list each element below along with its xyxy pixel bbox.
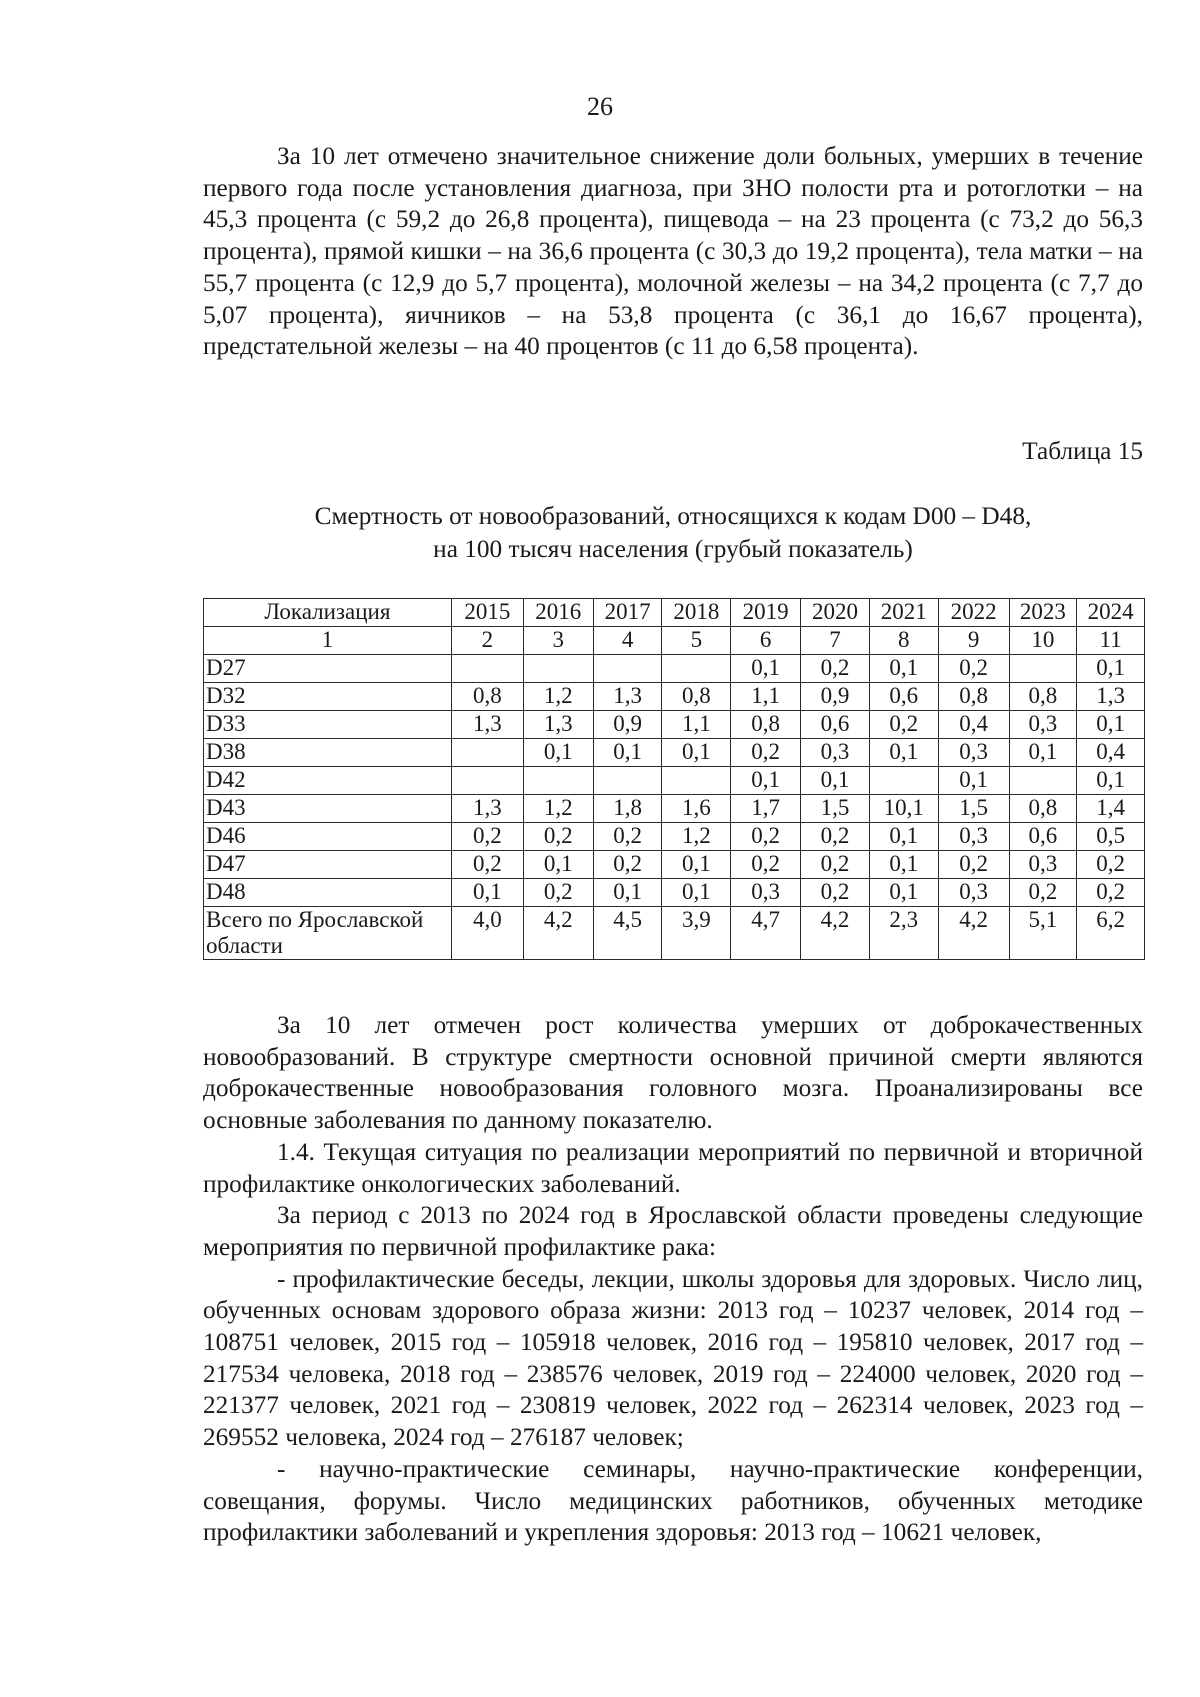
table-cell: 0,2	[801, 655, 870, 683]
table-cell: 0,2	[593, 823, 662, 851]
table-cell: 0,3	[938, 739, 1009, 767]
table-cell	[593, 767, 662, 795]
column-header: 2019	[731, 599, 801, 627]
table-cell	[451, 767, 523, 795]
table-cell: 0,9	[801, 683, 870, 711]
column-header: 2016	[523, 599, 593, 627]
table-cell: 0,1	[662, 851, 731, 879]
table-cell: 0,1	[869, 655, 938, 683]
table-cell: 0,2	[731, 851, 801, 879]
column-index: 10	[1009, 627, 1077, 655]
table-cell: 0,6	[869, 683, 938, 711]
table-cell: 1,7	[731, 795, 801, 823]
table-cell: 1,3	[451, 711, 523, 739]
column-index-row	[204, 627, 1145, 655]
row-label: D27	[204, 655, 452, 683]
table-cell	[451, 655, 523, 683]
table-cell: 0,1	[938, 767, 1009, 795]
row-label: D48	[204, 879, 452, 907]
column-index: 3	[523, 627, 593, 655]
table-cell: 0,3	[731, 879, 801, 907]
table-cell: 0,1	[869, 739, 938, 767]
column-index: 1	[204, 627, 452, 655]
table-row	[204, 851, 1145, 879]
table-cell: 0,1	[1077, 655, 1145, 683]
table-cell: 10,1	[869, 795, 938, 823]
column-index: 8	[869, 627, 938, 655]
paragraph-period-intro: За период с 2013 по 2024 год в Ярославской области проведены следующие мероприятия по первичной профилактике рака:	[203, 1201, 1143, 1261]
table-cell	[1009, 767, 1077, 795]
paragraph-section-heading: 1.4. Текущая ситуация по реализации мероприятий по первичной и вторичной профилактике онкологических заболеваний.	[203, 1137, 1143, 1198]
row-label: D43	[204, 795, 452, 823]
mortality-table	[203, 598, 1145, 960]
table-cell: 0,1	[869, 851, 938, 879]
row-label: D42	[204, 767, 452, 795]
table-cell: 0,1	[593, 739, 662, 767]
table-cell: 0,2	[801, 823, 870, 851]
table-row	[204, 683, 1145, 711]
table-cell: 0,9	[593, 711, 662, 739]
table-header-row	[204, 599, 1145, 627]
table-cell: 0,2	[938, 851, 1009, 879]
row-label: D47	[204, 851, 452, 879]
column-header: 2020	[801, 599, 870, 627]
table-row	[204, 739, 1145, 767]
table-cell: 1,6	[662, 795, 731, 823]
column-header: Локализация	[204, 599, 452, 627]
column-index: 9	[938, 627, 1009, 655]
table-cell: 1,4	[1077, 795, 1145, 823]
row-label: D33	[204, 711, 452, 739]
table-cell: 0,2	[938, 655, 1009, 683]
row-label: D32	[204, 683, 452, 711]
table-cell: 1,2	[523, 795, 593, 823]
intro-section	[203, 141, 1143, 363]
table-cell: 4,2	[523, 907, 593, 960]
table-row	[204, 655, 1145, 683]
column-header: 2021	[869, 599, 938, 627]
table-cell: 1,1	[662, 711, 731, 739]
column-header: 2018	[662, 599, 731, 627]
row-label: D38	[204, 739, 452, 767]
table-title-line-2: на 100 тысяч населения (грубый показатель)	[433, 535, 913, 563]
table-cell: 1,8	[593, 795, 662, 823]
table-cell	[662, 767, 731, 795]
table-cell: 0,8	[731, 711, 801, 739]
table-row	[204, 823, 1145, 851]
table-cell: 1,3	[1077, 683, 1145, 711]
table-cell: 0,8	[451, 683, 523, 711]
table-row	[204, 767, 1145, 795]
table-cell	[451, 739, 523, 767]
table-cell: 0,8	[662, 683, 731, 711]
table-label: Таблица 15	[1022, 437, 1143, 465]
table-cell: 1,2	[662, 823, 731, 851]
table-cell: 0,6	[1009, 823, 1077, 851]
table-cell: 0,4	[938, 711, 1009, 739]
page-number: 26	[587, 92, 613, 121]
table-title-line-1: Смертность от новообразований, относящихся к кодам D00 – D48,	[314, 502, 1032, 530]
table-cell: 4,7	[731, 907, 801, 960]
text-after-table	[203, 1010, 1143, 1549]
paragraph-list-item-lectures: - профилактические беседы, лекции, школы здоровья для здоровых. Число лиц, обученных основам здорового образа жизни: 2013 год – 10237 человек, 2014 год – 108751 человек, 2015 год – 105918 человек, 2016 год – 195810 человек, 2017 год – 217534 человека, 2018 год – 238576 человек, 2019 год – 224000 человек, 2020 год – 221377 человек, 2021 год – 230819 человек, 2022 год – 262314 человек, 2023 год – 269552 человека, 2024 год – 276187 человек;	[203, 1264, 1143, 1452]
table-cell: 6,2	[1077, 907, 1145, 960]
table-cell: 0,1	[731, 767, 801, 795]
paragraph-benign-growth: За 10 лет отмечен рост количества умерших от доброкачественных новообразований. В структуре смертности основной причиной смерти являются доброкачественные новообразования головного мозга. Проанализированы все основные заболевания по данному показателю.	[203, 1011, 1143, 1135]
table-cell: 0,2	[1077, 879, 1145, 907]
table-cell: 0,4	[1077, 739, 1145, 767]
table-cell: 0,1	[731, 655, 801, 683]
column-index: 6	[731, 627, 801, 655]
table-cell: 0,6	[801, 711, 870, 739]
table-cell: 0,1	[1009, 739, 1077, 767]
table-cell: 4,5	[593, 907, 662, 960]
table-cell: 0,2	[1009, 879, 1077, 907]
table-cell: 0,3	[1009, 711, 1077, 739]
table-cell	[1009, 655, 1077, 683]
column-header: 2024	[1077, 599, 1145, 627]
table-cell: 4,2	[938, 907, 1009, 960]
table-cell: 0,2	[593, 851, 662, 879]
table-cell: 0,3	[1009, 851, 1077, 879]
column-index: 5	[662, 627, 731, 655]
table-cell: 1,5	[801, 795, 870, 823]
table-cell: 2,3	[869, 907, 938, 960]
table-cell: 1,2	[523, 683, 593, 711]
table-row	[204, 879, 1145, 907]
column-header: 2023	[1009, 599, 1077, 627]
table-cell: 0,2	[1077, 851, 1145, 879]
table-cell: 1,1	[731, 683, 801, 711]
table-cell	[662, 655, 731, 683]
table-row	[204, 795, 1145, 823]
table-cell: 0,2	[731, 739, 801, 767]
table-cell: 0,2	[869, 711, 938, 739]
column-header: 2015	[451, 599, 523, 627]
table-cell: 3,9	[662, 907, 731, 960]
table-cell	[869, 767, 938, 795]
table-row	[204, 711, 1145, 739]
table-cell: 0,3	[801, 739, 870, 767]
table-cell: 0,1	[523, 851, 593, 879]
table-cell: 1,3	[523, 711, 593, 739]
table-cell: 0,1	[662, 879, 731, 907]
column-index: 4	[593, 627, 662, 655]
column-header: 2022	[938, 599, 1009, 627]
table-cell: 0,1	[869, 823, 938, 851]
table-cell: 0,5	[1077, 823, 1145, 851]
table-cell: 0,1	[1077, 767, 1145, 795]
table-cell: 1,3	[593, 683, 662, 711]
row-label: Всего по Ярославской области	[204, 907, 452, 960]
column-index: 7	[801, 627, 870, 655]
table-cell	[523, 655, 593, 683]
table-cell: 0,1	[1077, 711, 1145, 739]
table-cell	[523, 767, 593, 795]
table-cell: 4,0	[451, 907, 523, 960]
table-cell: 0,8	[1009, 683, 1077, 711]
table-cell	[593, 655, 662, 683]
table-cell: 0,1	[593, 879, 662, 907]
table-cell: 0,2	[731, 823, 801, 851]
table-cell: 0,2	[801, 879, 870, 907]
table-cell: 0,1	[451, 879, 523, 907]
column-index: 2	[451, 627, 523, 655]
table-cell: 0,3	[938, 823, 1009, 851]
table-cell: 0,3	[938, 879, 1009, 907]
table-cell: 0,1	[523, 739, 593, 767]
column-header: 2017	[593, 599, 662, 627]
table-cell: 0,1	[869, 879, 938, 907]
table-cell: 0,1	[801, 767, 870, 795]
table-row	[204, 907, 1145, 960]
table-title	[203, 500, 1143, 566]
table-cell: 0,2	[523, 823, 593, 851]
table-cell: 0,2	[523, 879, 593, 907]
table-cell: 0,1	[662, 739, 731, 767]
table-cell: 0,2	[451, 823, 523, 851]
table-cell: 1,5	[938, 795, 1009, 823]
table-cell: 0,8	[938, 683, 1009, 711]
table-cell: 0,2	[801, 851, 870, 879]
paragraph-list-item-seminars: - научно-практические семинары, научно-практические конференции, совещания, форумы. Число медицинских работников, обученных методике профилактики заболеваний и укрепления здоровья: 2013 год – 10621 человек,	[203, 1454, 1143, 1547]
table-cell: 4,2	[801, 907, 870, 960]
intro-paragraph: За 10 лет отмечено значительное снижение доли больных, умерших в течение первого года после установления диагноза, при ЗНО полости рта и ротоглотки – на 45,3 процента (с 59,2 до 26,8 процента), пищевода – на 23 процента (с 73,2 до 56,3 процента), прямой кишки – на 36,6 процента (с 30,3 до 19,2 процента), тела матки – на 55,7 процента (с 12,9 до 5,7 процента), молочной железы – на 34,2 процента (с 7,7 до 5,07 процента), яичников – на 53,8 процента (с 36,1 до 16,67 процента), предстательной железы – на 40 процентов (с 11 до 6,58 процента).	[203, 142, 1143, 361]
table-cell: 0,2	[451, 851, 523, 879]
table-cell: 0,8	[1009, 795, 1077, 823]
row-label: D46	[204, 823, 452, 851]
table-cell: 1,3	[451, 795, 523, 823]
column-index: 11	[1077, 627, 1145, 655]
table-cell: 5,1	[1009, 907, 1077, 960]
